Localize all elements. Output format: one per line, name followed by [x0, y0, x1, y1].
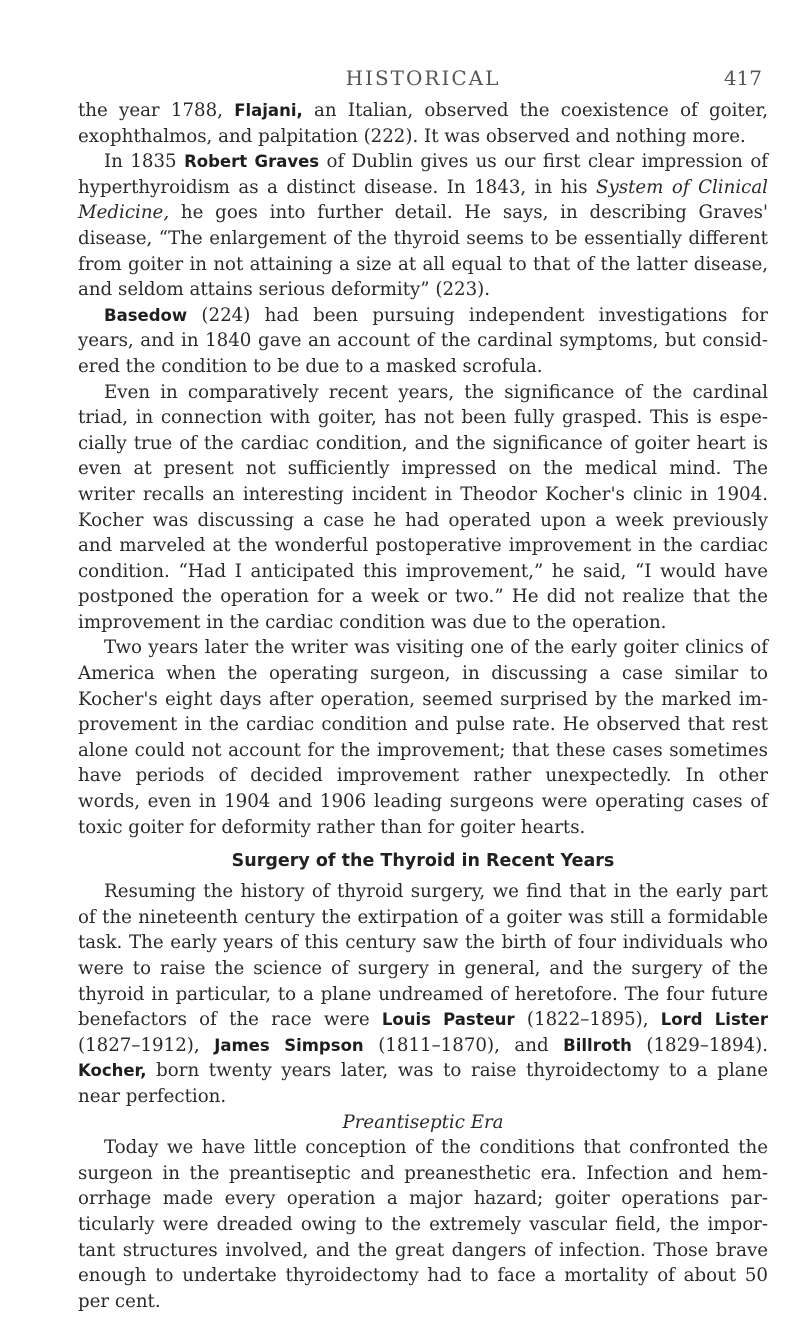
paragraph-7 [78, 1135, 768, 1314]
running-header [78, 58, 768, 98]
text-run: In 1835 [104, 151, 185, 173]
section-heading: Surgery of the Thyroid in Recent Years [231, 851, 615, 872]
text-run: Two years later the writer was visiting one of the early goiter clinics of America when the operating surgeon, in discussing a case similar to Kocher's eight days after operation, seemed surprised by the marked improvement in the cardiac condition and pulse rate. He observed that rest alone could not account for the improvement; that these cases sometimes have periods of decided improvement rather unexpectedly. In other words, even in 1904 and 1906 leading surgeons were operating cases of toxic goiter for deformity rather than for goiter hearts. [78, 637, 768, 838]
name-kocher: Kocher, [78, 1061, 147, 1081]
text-run: Today we have little conception of the conditions that confronted the surgeon in the preantiseptic and preanesthetic era. Infection and hemorrhage made every operation a major hazard; goiter operations particularly were dreaded owing to the extremely vascular field, the important structures involved, and the great dangers of infection. Those brave enough to undertake thyroidectomy had to face a mortality of about 50 per cent. [78, 1137, 768, 1312]
text-run: (1822–1895), [514, 1009, 661, 1031]
name-louis-pasteur: Louis Pasteur [381, 1010, 515, 1030]
paragraph-2 [78, 149, 768, 303]
subsection-heading: Preantiseptic Era [342, 1111, 504, 1133]
paragraph-1 [78, 98, 768, 149]
text-run: Resuming the history of thyroid surgery, we find that in the early part of the nineteenth century the extirpation of a goiter was still a formidable task. The early years of this century saw the birth of four individuals who were to raise the science of surgery in general, and the surgery of the thyroid in particular, to a plane undreamed of heretofore. The four future benefactors of the race were [78, 881, 768, 1031]
text-run: Even in comparatively recent years, the significance of the cardinal triad, in connection with goiter, has not been fully grasped. This is especially true of the cardiac condition, and the significance of goiter heart is even at present not sufficiently impressed on the medical mind. The writer recalls an interesting incident in Theodor Kocher's clinic in 1904. Kocher was discussing a case he had operated upon a week previously and marveled at the wonderful postoperative improvement in the cardiac condition. “Had I anticipated this improvement,” he said, “I would have postponed the operation for a week or two.” He did not realize that the improvement in the cardiac condition was due to the operation. [78, 381, 768, 633]
name-robert-graves: Robert Graves [184, 152, 320, 172]
paragraph-4 [78, 380, 768, 636]
body-text [78, 98, 768, 1314]
name-basedow: Basedow [104, 305, 188, 325]
text-run: of Dublin gives us our first clear impression of hyperthyroidism as a distinct disease. In 1843, in his [78, 151, 769, 198]
name-james-simpson: James Simpson [214, 1035, 364, 1055]
text-run: an Italian, observed the coexistence of goiter, exophthalmos, and palpitation (222). It was observed and nothing more. [78, 100, 768, 147]
name-billroth: Billroth [563, 1035, 632, 1055]
text-run: (1811–1870), and [363, 1034, 564, 1056]
text-run: born twenty years later, was to raise thyroidectomy to a plane near perfection. [78, 1060, 768, 1107]
text-run: (1827–1912), [78, 1034, 215, 1056]
page-number: 417 [723, 66, 762, 90]
text-run: (1829–1894). [631, 1034, 769, 1056]
name-flajani: Flajani, [234, 101, 303, 120]
book-page [78, 58, 768, 1314]
name-lord-lister: Lord Lister [660, 1010, 768, 1030]
text-run: he goes into further detail. He says, in describing Graves' disease, “The enlargement of the thyroid seems to be essentially different from goiter in not attaining a size at all equal to that of the latter disease, and seldom attains serious deformity” (223). [78, 202, 768, 301]
paragraph-3 [78, 303, 768, 380]
book-title: System of Clinical Medicine, [78, 176, 768, 224]
text-run: the year 1788, [78, 100, 235, 121]
paragraph-6 [78, 879, 768, 1109]
running-title: HISTORICAL [345, 66, 501, 90]
paragraph-5 [78, 635, 768, 840]
text-run: (224) had been pursuing independent investigations for years, and in 1840 gave an account of the cardinal symptoms, but considered the condition to be due to a masked scrofula. [78, 304, 768, 377]
